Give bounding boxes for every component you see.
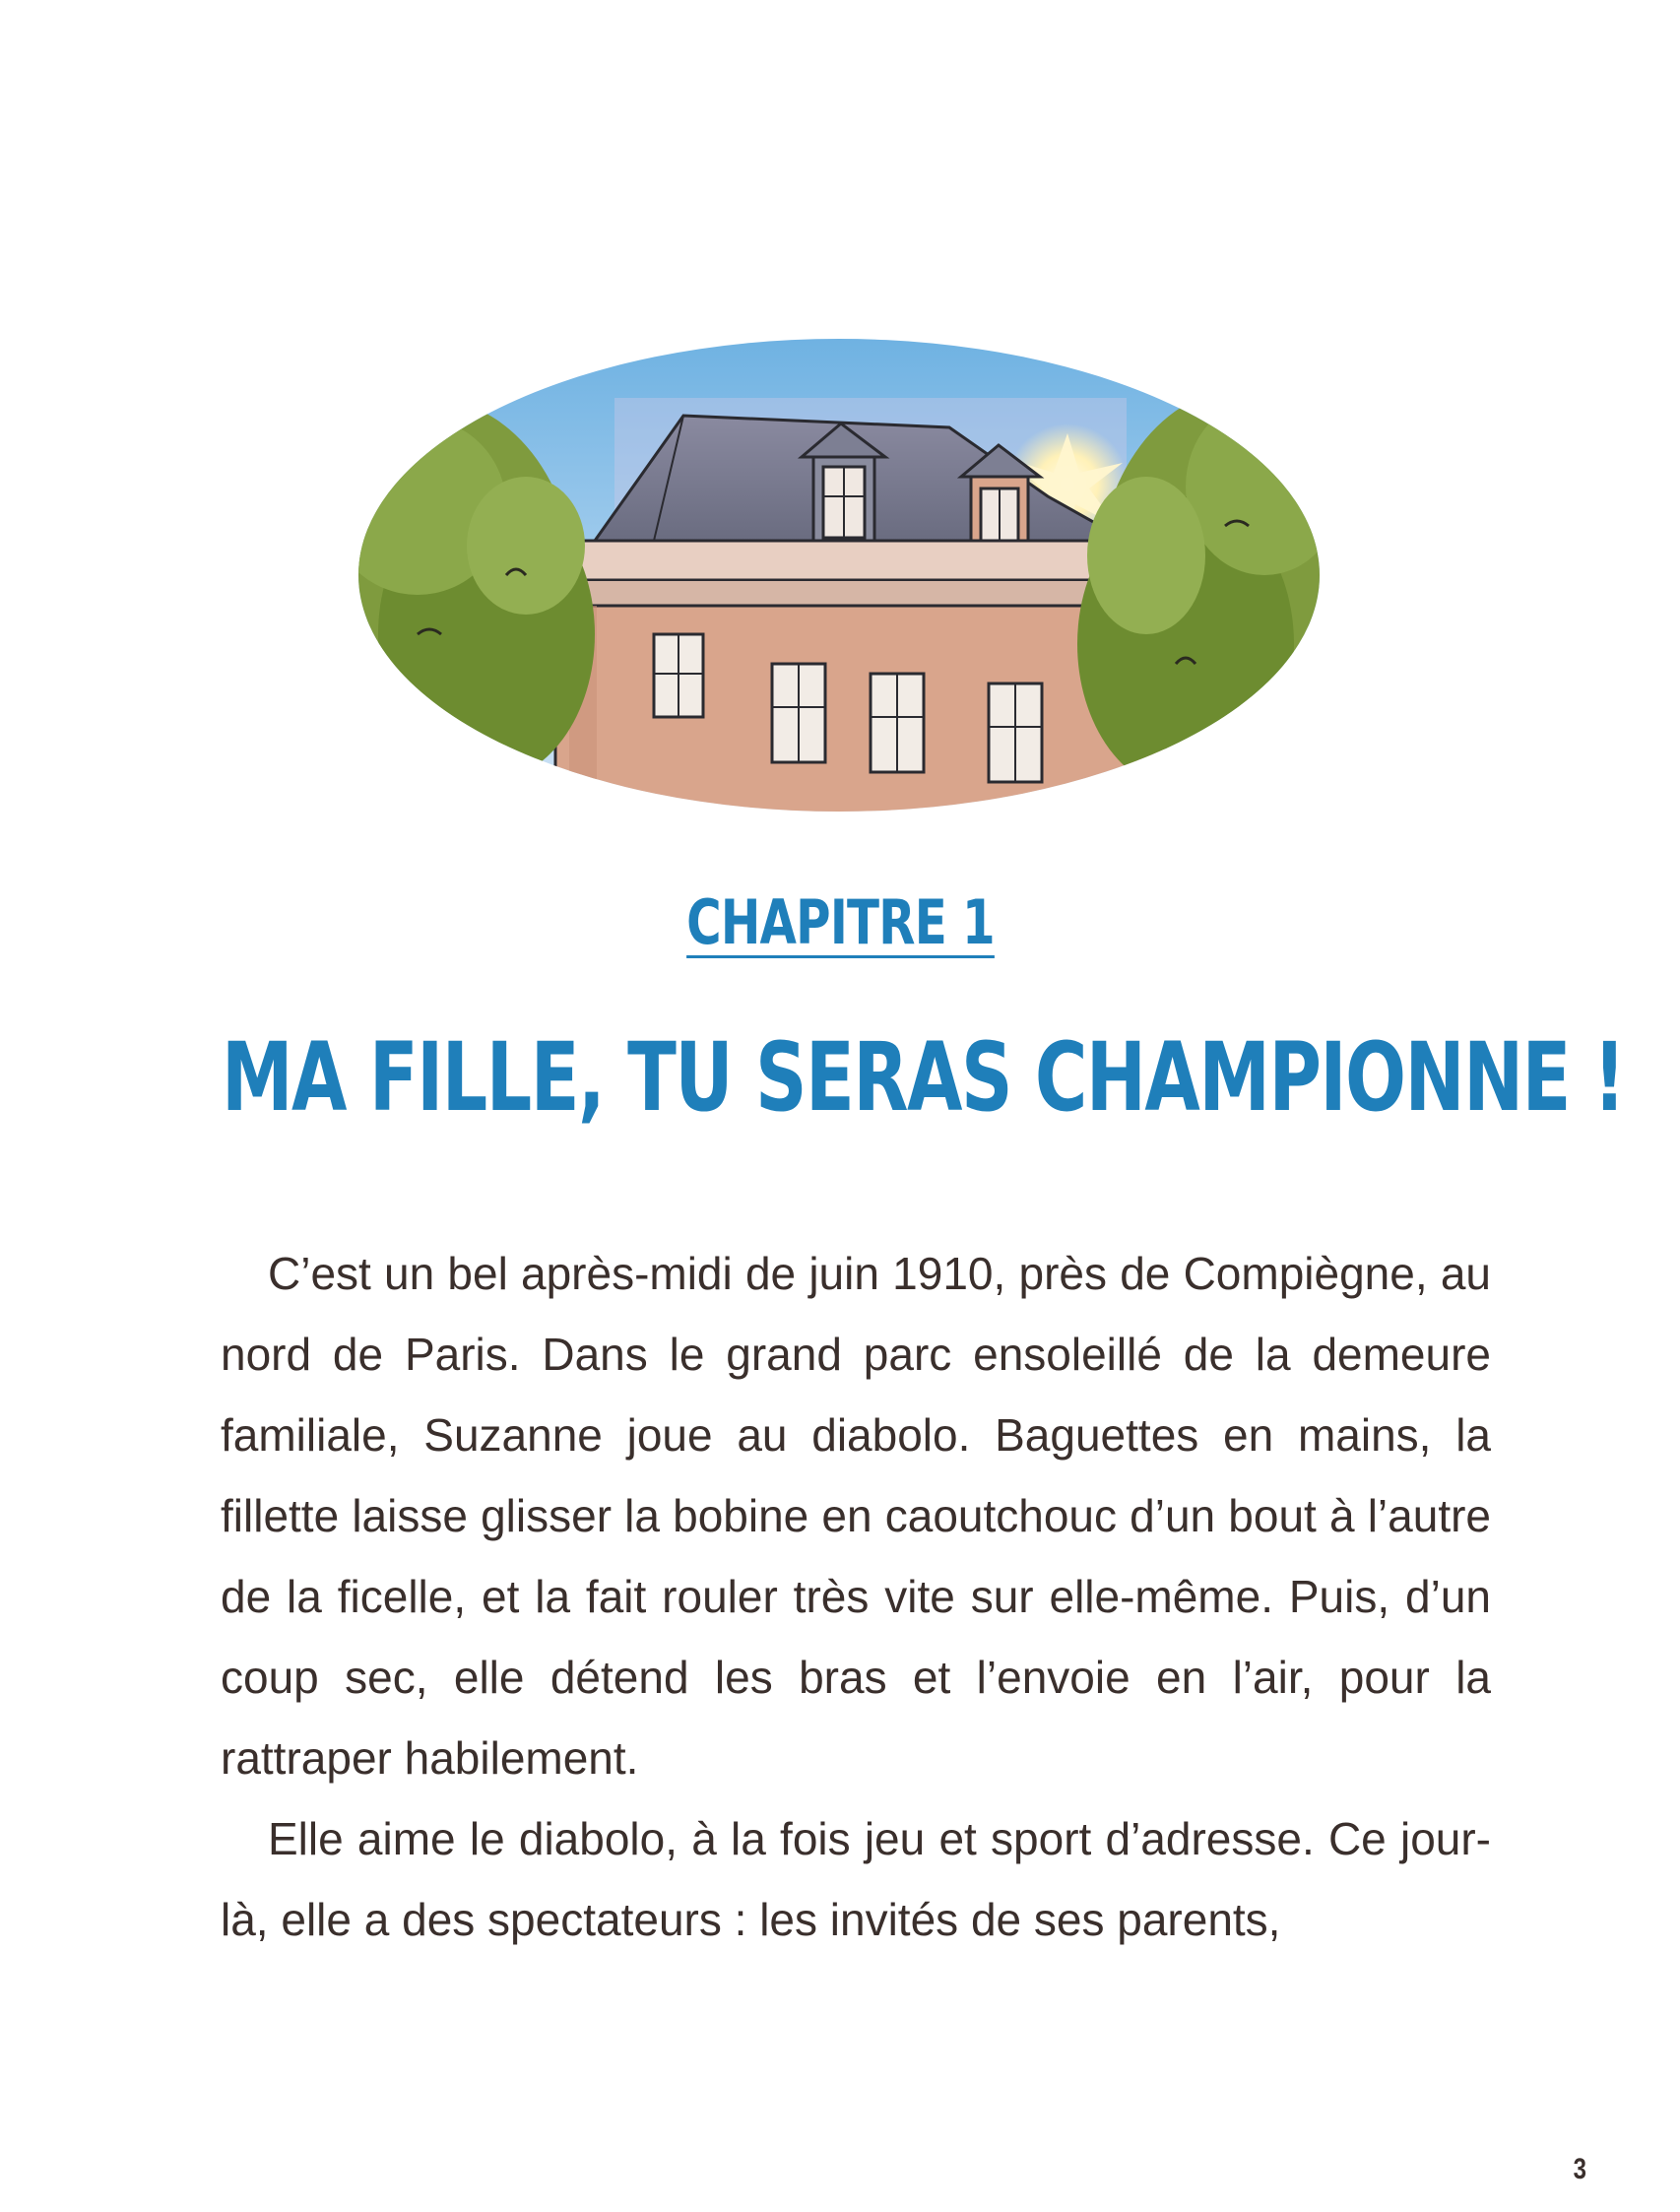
chapter-label-text: CHAPITRE 1 [685,886,995,958]
paragraph: C’est un bel après-midi de juin 1910, près de Compiègne, au nord de Paris. Dans le grand parc ensoleillé de la demeure familiale, Suzanne joue au diabolo. Baguettes en mains, la fillette laisse glisser la bobine en caoutchouc d’un bout à l’autre de la ficelle, et la fait rouler très vite sur elle-même. Puis, d’un coup sec, elle détend les bras et l’envoie en l’air, pour la rattraper habilement. [221,1248,1491,1784]
body-text [221,1233,1491,1960]
chapter-title-text: MA FILLE, TU SERAS CHAMPIONNE ! [221,1022,1625,1133]
paragraph: Elle aime le diabolo, à la fois jeu et sport d’adresse. Ce jour-là, elle a des spectateurs : les invités de ses parents, [221,1813,1491,1945]
page-number: 3 [1573,2153,1587,2185]
building-facade [536,541,1166,812]
chapter-title [0,1022,1680,1133]
chapter-label [0,886,1680,958]
chapter-illustration-oval [358,339,1320,812]
